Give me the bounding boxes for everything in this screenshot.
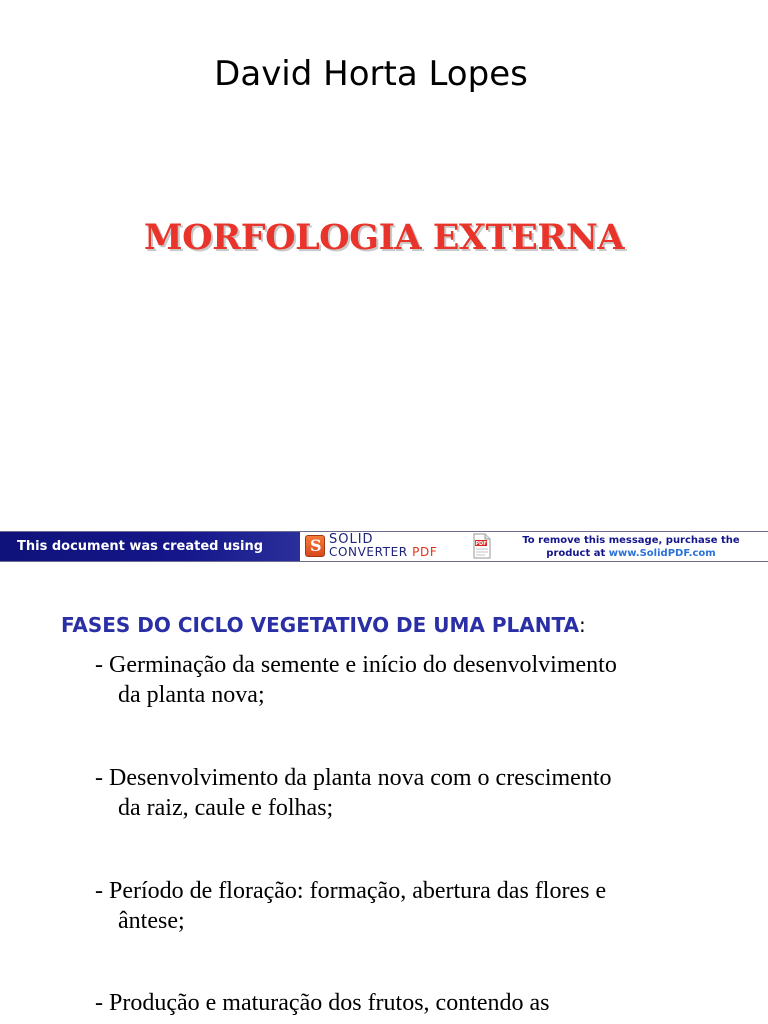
phase-item-line: da raiz, caule e folhas;	[118, 795, 334, 821]
logo-word-converter: CONVERTER PDF	[329, 545, 438, 559]
banner-purchase-line1: To remove this message, purchase the	[522, 535, 740, 546]
logo-word-solid: SOLID	[329, 532, 374, 547]
pdf-document-icon	[472, 533, 492, 559]
phase-item-line: - Desenvolvimento da planta nova com o crescimento	[95, 765, 612, 791]
phase-item	[95, 650, 755, 710]
phase-item-line: - Período de floração: formação, abertura das flores e	[95, 878, 607, 904]
phase-item	[95, 988, 755, 1018]
phase-item	[95, 763, 755, 823]
solid-logo-icon: S	[305, 535, 325, 557]
phase-item-line: ântese;	[118, 908, 185, 934]
banner-purchase-line2: product at www.SolidPDF.com	[546, 548, 716, 559]
banner-purchase-message	[500, 534, 762, 560]
phase-item	[95, 876, 755, 936]
author-name: David Horta Lopes	[214, 54, 528, 94]
solidpdf-link[interactable]: www.SolidPDF.com	[608, 548, 716, 559]
document-title: MORFOLOGIA EXTERNA	[143, 217, 625, 258]
banner-created-using-text: This document was created using	[17, 539, 264, 554]
phase-item-line: da planta nova;	[118, 682, 265, 708]
phase-item-line: - Produção e maturação dos frutos, contendo as	[95, 990, 550, 1016]
banner-left-panel	[0, 532, 300, 561]
phase-item-line: - Germinação da semente e início do desenvolvimento	[95, 652, 617, 678]
section-heading: FASES DO CICLO VEGETATIVO DE UMA PLANTA:	[61, 613, 586, 637]
converter-watermark-banner	[0, 531, 768, 562]
solid-converter-logo	[300, 532, 500, 561]
svg-text:PDF: PDF	[475, 541, 487, 547]
